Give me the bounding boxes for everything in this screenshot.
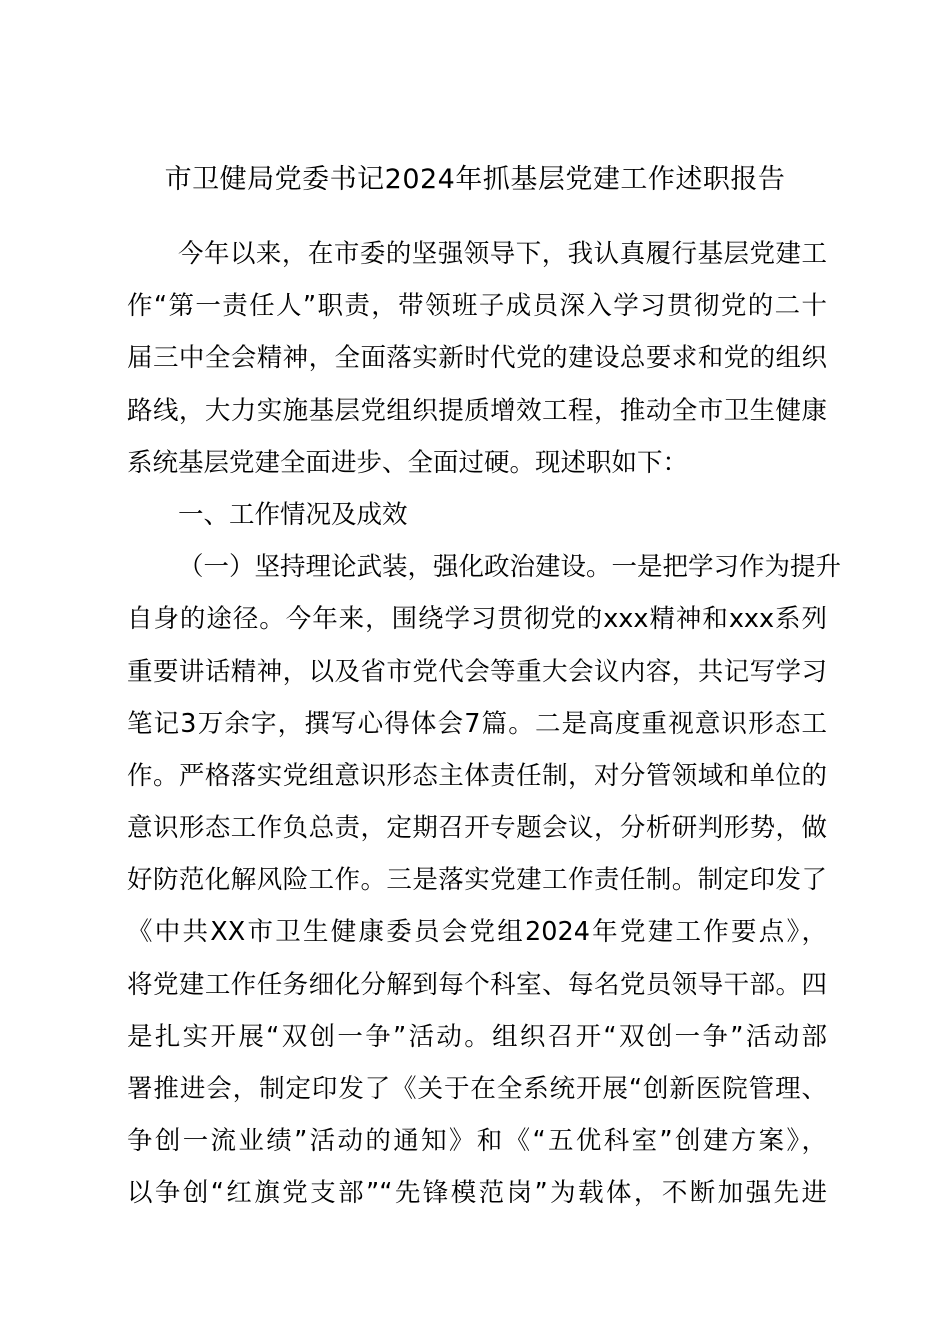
paragraph-line: 重要讲话精神，以及省市党代会等重大会议内容，共记写学习 xyxy=(127,656,827,687)
paragraph-line: 将党建工作任务细化分解到每个科室、每名党员领导干部。四 xyxy=(127,969,827,1000)
paragraph-line: 笔记3万余字，撰写心得体会7篇。二是高度重视意识形态工 xyxy=(127,708,827,739)
paragraph-line: （一）坚持理论武装，强化政治建设。一是把学习作为提升 xyxy=(178,552,842,583)
paragraph-line: 路线，大力实施基层党组织提质增效工程，推动全市卫生健康 xyxy=(127,395,827,426)
paragraph-line: 署推进会，制定印发了《关于在全系统开展“创新医院管理、 xyxy=(127,1074,827,1104)
paragraph-line: 作“第一责任人”职责，带领班子成员深入学习贯彻党的二十 xyxy=(127,291,827,322)
paragraph-line: 系统基层党建全面进步、全面过硬。现述职如下： xyxy=(127,447,689,478)
document-body xyxy=(127,232,842,1224)
paragraph-line: 今年以来，在市委的坚强领导下，我认真履行基层党建工 xyxy=(178,239,827,269)
section-heading: 一、工作情况及成效 xyxy=(178,499,408,530)
paragraph-line: 届三中全会精神，全面落实新时代党的建设总要求和党的组织 xyxy=(127,343,827,374)
paragraph-line: 《中共XX市卫生健康委员会党组2024年党建工作要点》， xyxy=(127,917,827,948)
paragraph-line: 是扎实开展“双创一争”活动。组织召开“双创一争”活动部 xyxy=(127,1021,827,1052)
document-title: 市卫健局党委书记2024年抓基层党建工作述职报告 xyxy=(164,164,786,195)
paragraph-line: 以争创“红旗党支部”“先锋模范岗”为载体，不断加强先进 xyxy=(127,1178,827,1209)
paragraph-line: 好防范化解风险工作。三是落实党建工作责任制。制定印发了 xyxy=(127,865,827,896)
paragraph-line: 争创一流业绩”活动的通知》和《“五优科室”创建方案》， xyxy=(127,1126,827,1157)
paragraph-line: 自身的途径。今年来，围绕学习贯彻党的xxx精神和xxx系列 xyxy=(127,604,827,635)
paragraph-line: 作。严格落实党组意识形态主体责任制，对分管领域和单位的 xyxy=(127,760,827,791)
paragraph-line: 意识形态工作负总责，定期召开专题会议，分析研判形势，做 xyxy=(127,813,827,844)
